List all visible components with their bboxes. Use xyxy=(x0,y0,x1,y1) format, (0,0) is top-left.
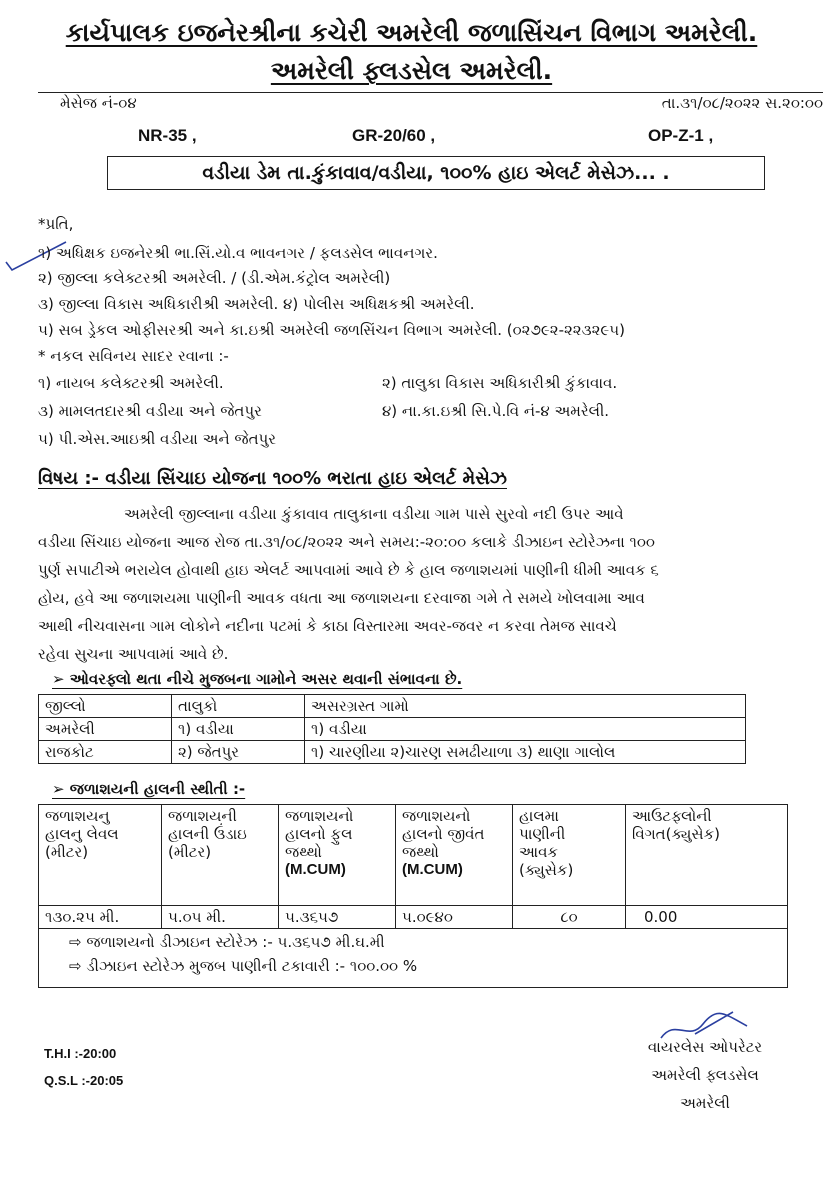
table-row xyxy=(39,741,746,764)
body-line: વડીયા સિંચાઇ યોજના આજ રોજ તા.૩૧/૦૮/૨૦૨૨ અને સમય:-૨૦:૦૦ કલાકે ડીઝાઇન સ્ટોરેઝના ૧૦૦ xyxy=(38,533,655,551)
affected-villages-table xyxy=(38,694,746,764)
header-text: આવક xyxy=(519,843,559,861)
message-number: મેસેજ નં-૦૪ xyxy=(60,94,137,112)
signatory-place: અમરેલી xyxy=(680,1094,730,1112)
table-header-cell xyxy=(39,805,162,906)
copy-heading: * નકલ સવિનય સાદર રવાના :- xyxy=(38,347,229,365)
storage-percentage-note: ⇨ ડીઝાઇન સ્ટોરેઝ મુજબ પાણીની ટકાવારી :- ૧૦૦.૦૦ % xyxy=(69,957,418,975)
gross-storage-value: ૫.૩૬૫૭ xyxy=(279,906,396,929)
inflow-value: ૮૦ xyxy=(513,906,626,929)
floodcell-title: અમરેલી ફ્લડસેલ અમરેલી. xyxy=(270,56,553,85)
header-text: (મીટર) xyxy=(45,843,89,861)
table-header-cell: અસરગ્રસ્ત ગામો xyxy=(305,695,746,718)
storage-notes-cell xyxy=(39,929,788,988)
copy-recipient: ૧) નાયબ કલેક્ટરશ્રી અમરેલી. xyxy=(38,374,224,392)
header-text: હાલનુ લેવલ xyxy=(45,825,119,843)
table-header-cell xyxy=(162,805,279,906)
table-header-row xyxy=(39,695,746,718)
table-cell: ૨) જેતપુર xyxy=(172,741,305,764)
body-line: અમરેલી જીલ્લાના વડીયા કુંકાવાવ તાલુકાના વડીયા ગામ પાસે સુરવો નદી ઉપર આવે xyxy=(124,505,624,523)
reservoir-heading: ➢ જળાશયની હાલની સ્થીતી :- xyxy=(52,780,246,798)
header-text: (મીટર) xyxy=(168,843,212,861)
table-header-cell xyxy=(513,805,626,906)
signatory-designation: વાયરલેસ ઓપરેટર xyxy=(647,1038,763,1056)
body-line: હોય, હવે આ જળાશયમા પાણીની આવક વધતા આ જળાશયના દરવાજા ગમે તે સમયે ખોલવામા આવ xyxy=(38,589,645,607)
table-cell: ૧) વડીયા xyxy=(172,718,305,741)
depth-value: ૫.૦૫ મી. xyxy=(162,906,279,929)
table-notes-row xyxy=(39,929,788,988)
header-text: (M.CUM) xyxy=(402,861,463,878)
header-text: જથ્થો xyxy=(285,843,322,861)
live-storage-value: ૫.૦૯૪૦ xyxy=(396,906,513,929)
subject-line: વિષય :- વડીયા સિંચાઇ યોજના ૧૦૦% ભરાતા હાઇ એલર્ટ મેસેઝ xyxy=(38,468,507,489)
signatory-office: અમરેલી ફ્લડસેલ xyxy=(651,1066,759,1084)
header-text: હાલનો જીવંત xyxy=(402,825,485,843)
table-header-row xyxy=(39,805,788,906)
prati-label: *પ્રતિ, xyxy=(38,215,74,233)
nr-code: NR-35 , xyxy=(138,126,197,145)
water-level-value: ૧૩૦.૨૫ મી. xyxy=(39,906,162,929)
copy-recipient: ૪) ના.કા.ઇશ્રી સિ.પે.વિ નં-૪ અમરેલી. xyxy=(382,402,610,420)
table-header-cell xyxy=(626,805,788,906)
message-date-time: તા.૩૧/૦૮/૨૦૨૨ સ.૨૦:૦૦ xyxy=(661,94,823,112)
header-text: વિગત(ક્યુસેક) xyxy=(632,825,721,843)
qsl-time: Q.S.L :-20:05 xyxy=(44,1073,124,1088)
copy-recipient: ૫) પી.એસ.આઇશ્રી વડીયા અને જેતપુર xyxy=(38,430,277,448)
table-header-cell xyxy=(396,805,513,906)
header-text: (ક્યુસેક) xyxy=(519,861,574,879)
header-text: જળાશયની xyxy=(168,807,237,825)
gr-code: GR-20/60 , xyxy=(352,126,436,145)
office-title: કાર્યપાલક ઇજનેરશ્રીના કચેરી અમરેલી જળાસિંચન વિભાગ અમરેલી. xyxy=(65,18,758,47)
copy-recipient: ૩) મામલતદારશ્રી વડીયા અને જેતપુર xyxy=(38,402,262,420)
body-line: આથી નીચવાસના ગામ લોકોને નદીના પટમાં કે કાઠા વિસ્તારમા અવર-જવર ન કરવા તેમજ સાવચે xyxy=(38,617,617,635)
divider-top xyxy=(38,92,823,93)
body-line: પુર્ણ સપાટીએ ભરાયેલ હોવાથી હાઇ એલર્ટ આપવામાં આવે છે કે હાલ જળાશયમાં પાણીની ધીમી આવક ૬ xyxy=(38,561,659,579)
outflow-value: 0.00 xyxy=(626,906,788,929)
header-text: જળાશયનો xyxy=(285,807,354,825)
design-storage-note: ⇨ જળાશયનો ડીઝાઇન સ્ટોરેઝ :- ૫.૩૬૫૭ મી.ઘ.મી xyxy=(69,933,385,951)
copy-recipient: ૨) તાલુકા વિકાસ અધિકારીશ્રી કુંકાવાવ. xyxy=(382,374,618,392)
recipient-line: ૫) સબ ડ્રેકલ ઓફીસરશ્રી અને કા.ઇશ્રી અમરેલી જળસિંચન વિભાગ અમરેલી. (૦૨૭૯૨-૨૨૩૨૯૫) xyxy=(38,321,625,339)
header-text: જળાશયનો xyxy=(402,807,471,825)
table-header-cell xyxy=(279,805,396,906)
table-header-cell: તાલુકો xyxy=(172,695,305,718)
table-cell: અમરેલી xyxy=(39,718,172,741)
recipient-line: ૨) જીલ્લા કલેક્ટરશ્રી અમરેલી. / (ડી.એમ.કંટ્રોલ અમરેલી) xyxy=(38,269,391,287)
alert-subject-box: વડીયા ડેમ તા.કુંકાવાવ/વડીયા, ૧૦૦% હાઇ એલર્ટ મેસેઝ... . xyxy=(107,156,765,190)
header-text: હાલમા xyxy=(519,807,559,825)
header-text: હાલની ઉંડાઇ xyxy=(168,825,247,843)
body-line: રહેવા સુચના આપવામાં આવે છે. xyxy=(38,645,229,663)
table-cell: ૧) ચારણીયા ૨)ચારણ સમઢીયાળા ૩) થાણા ગાલોલ xyxy=(305,741,746,764)
table-header-cell: જીલ્લો xyxy=(39,695,172,718)
header-text: આઉટફ્લોની xyxy=(632,807,712,825)
recipient-line: ૧) અધિક્ષક ઇજનેરશ્રી ભા.સિં.યો.વ ભાવનગર / ફલડસેલ ભાવનગર. xyxy=(38,244,438,262)
header-text: (M.CUM) xyxy=(285,861,346,878)
reservoir-status-table xyxy=(38,804,788,988)
table-row xyxy=(39,906,788,929)
table-cell: ૧) વડીયા xyxy=(305,718,746,741)
header-text: હાલનો ફુલ xyxy=(285,825,353,843)
thi-time: T.H.I :-20:00 xyxy=(44,1046,117,1061)
header-text: જથ્થો xyxy=(402,843,439,861)
recipient-line: ૩) જીલ્લા વિકાસ અધિકારીશ્રી અમરેલી. ૪) પોલીસ અધિક્ષકશ્રી અમરેલી. xyxy=(38,295,475,313)
header-text: પાણીની xyxy=(519,825,566,843)
table-row xyxy=(39,718,746,741)
op-code: OP-Z-1 , xyxy=(648,126,714,145)
header-text: જળાશયનુ xyxy=(45,807,110,825)
overflow-heading: ➢ ઓવરફ્લો થતા નીચે મુજબના ગામોને અસર થવાની સંભાવના છે. xyxy=(52,670,463,688)
table-cell: રાજકોટ xyxy=(39,741,172,764)
